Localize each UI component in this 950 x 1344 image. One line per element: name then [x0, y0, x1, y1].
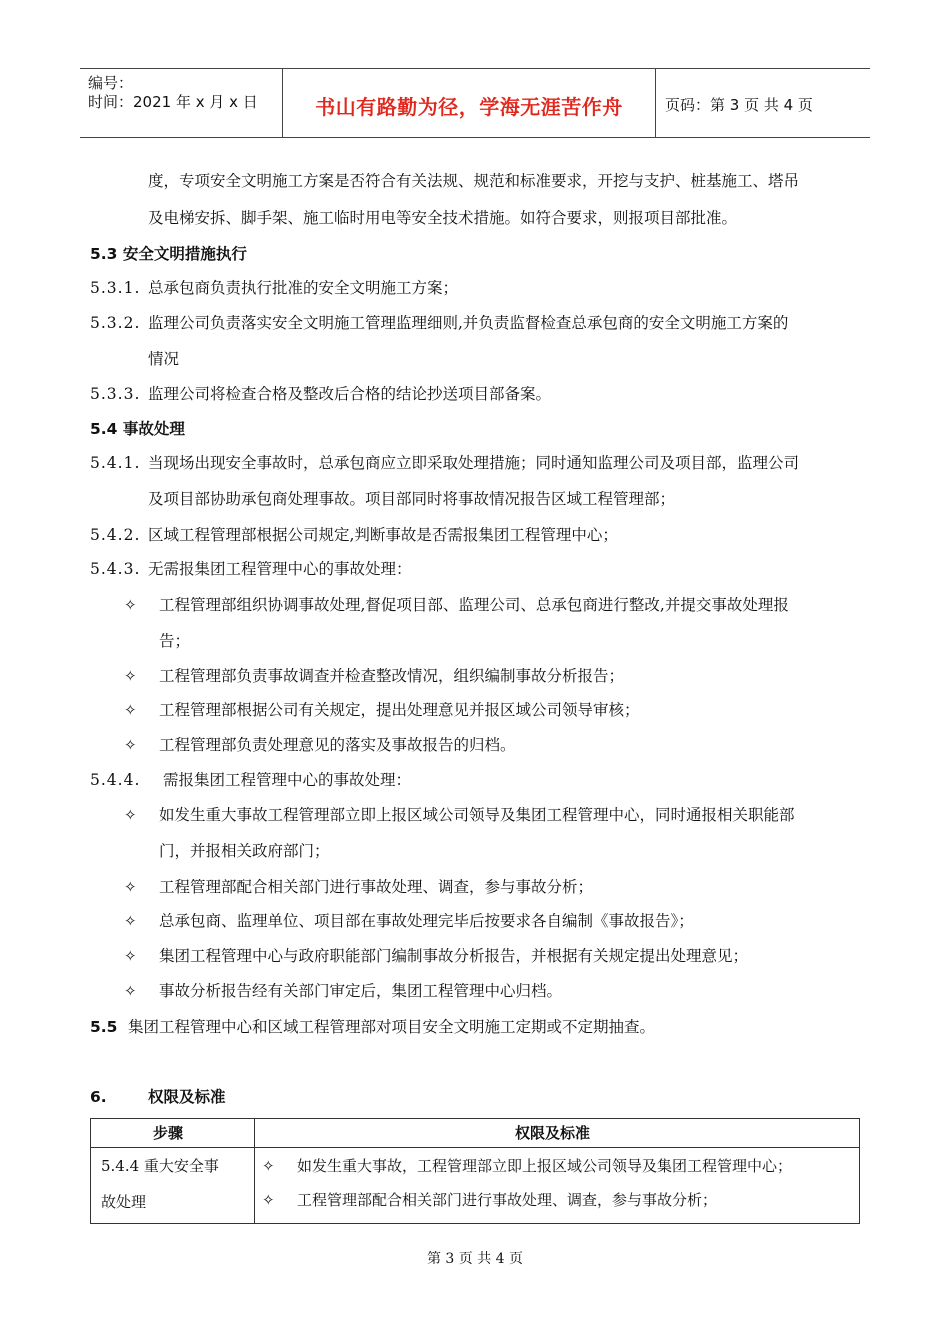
diamond-bullet-icon: ✧	[262, 1157, 275, 1175]
clause-number: 5.4.2.	[90, 526, 141, 544]
clause-text: 监理公司将检查合格及整改后合格的结论抄送项目部备案。	[148, 385, 552, 403]
clause-text: 无需报集团工程管理中心的事故处理：	[148, 560, 412, 578]
paragraph-line: 度，专项安全文明施工方案是否符合有关法规、规范和标准要求，开挖与支护、桩基施工、塔吊	[148, 172, 800, 190]
document-date: 时间：2021 年 x 月 x 日	[88, 93, 258, 111]
clause-number: 5.3.3.	[90, 385, 141, 403]
section-number-6: 6.	[90, 1088, 107, 1106]
table-divider	[254, 1119, 255, 1223]
bullet-text: 工程管理部配合相关部门进行事故处理、调查，参与事故分析；	[159, 878, 594, 896]
table-divider	[91, 1147, 859, 1148]
paragraph-line: 及电梯安拆、脚手架、施工临时用电等安全技术措施。如符合要求，则报项目部批准。	[148, 209, 738, 227]
bullet-text: 集团工程管理中心与政府职能部门编制事故分析报告，并根据有关规定提出处理意见；	[159, 947, 749, 965]
clause-number: 5.4.4.	[90, 771, 141, 789]
diamond-bullet-icon: ✧	[124, 701, 137, 719]
clause-text: 及项目部协助承包商处理事故。项目部同时将事故情况报告区域工程管理部；	[148, 490, 676, 508]
bullet-text: 工程管理部负责处理意见的落实及事故报告的归档。	[159, 736, 516, 754]
header-motto: 书山有路勤为径，学海无涯苦作舟	[315, 95, 623, 119]
bullet-text: 工程管理部组织协调事故处理,督促项目部、监理公司、总承包商进行整改,并提交事故处理报	[159, 596, 789, 614]
header-meta	[80, 69, 283, 137]
bullet-text: 事故分析报告经有关部门审定后，集团工程管理中心归档。	[159, 982, 563, 1000]
diamond-bullet-icon: ✧	[124, 667, 137, 685]
document-number-label: 编号：	[88, 74, 134, 92]
table-cell-text: 如发生重大事故，工程管理部立即上报区域公司领导及集团工程管理中心；	[297, 1157, 793, 1175]
bullet-text: 门，并报相关政府部门；	[159, 842, 330, 860]
table-cell-step: 5.4.4 重大安全事	[101, 1157, 219, 1175]
diamond-bullet-icon: ✧	[124, 596, 137, 614]
diamond-bullet-icon: ✧	[124, 982, 137, 1000]
clause-number: 5.3.2.	[90, 314, 141, 332]
section-heading-5-4: 5.4 事故处理	[90, 420, 185, 438]
page-header	[80, 68, 870, 138]
bullet-text: 工程管理部负责事故调查并检查整改情况，组织编制事故分析报告；	[159, 667, 625, 685]
bullet-text: 工程管理部根据公司有关规定，提出处理意见并报区域公司领导审核；	[159, 701, 640, 719]
bullet-text: 如发生重大事故工程管理部立即上报区域公司领导及集团工程管理中心，同时通报相关职能部	[159, 806, 795, 824]
clause-text: 区域工程管理部根据公司规定,判断事故是否需报集团工程管理中心；	[148, 526, 618, 544]
clause-text: 集团工程管理中心和区域工程管理部对项目安全文明施工定期或不定期抽查。	[128, 1018, 656, 1036]
authority-table	[90, 1118, 860, 1224]
clause-text: 当现场出现安全事故时，总承包商应立即采取处理措施；同时通知监理公司及项目部，监理公司	[148, 454, 800, 472]
diamond-bullet-icon: ✧	[124, 947, 137, 965]
header-page-info: 页码：第 3 页 共 4 页	[665, 96, 813, 114]
diamond-bullet-icon: ✧	[124, 912, 137, 930]
diamond-bullet-icon: ✧	[262, 1191, 275, 1209]
clause-number: 5.3.1.	[90, 279, 141, 297]
table-header-step: 步骤	[153, 1124, 184, 1142]
diamond-bullet-icon: ✧	[124, 736, 137, 754]
clause-text: 总承包商负责执行批准的安全文明施工方案；	[148, 279, 459, 297]
bullet-text: 总承包商、监理单位、项目部在事故处理完毕后按要求各自编制《事故报告》；	[159, 912, 694, 930]
table-header-authority: 权限及标准	[515, 1124, 591, 1142]
header-motto-cell	[283, 69, 656, 137]
diamond-bullet-icon: ✧	[124, 806, 137, 824]
page-footer: 第 3 页 共 4 页	[426, 1251, 524, 1267]
clause-number: 5.4.1.	[90, 454, 141, 472]
clause-text: 监理公司负责落实安全文明施工管理监理细则,并负责监督检查总承包商的安全文明施工方案的	[148, 314, 789, 332]
table-cell-step: 故处理	[101, 1193, 147, 1211]
diamond-bullet-icon: ✧	[124, 878, 137, 896]
clause-number: 5.4.3.	[90, 560, 141, 578]
clause-text: 情况	[148, 350, 180, 368]
clause-text: 需报集团工程管理中心的事故处理：	[163, 771, 412, 789]
section-heading-6: 权限及标准	[148, 1088, 226, 1106]
section-heading-5-3: 5.3 安全文明措施执行	[90, 245, 247, 263]
table-cell-text: 工程管理部配合相关部门进行事故处理、调查，参与事故分析；	[297, 1191, 718, 1209]
section-number-5-5: 5.5	[90, 1018, 118, 1036]
bullet-text: 告；	[159, 632, 191, 650]
